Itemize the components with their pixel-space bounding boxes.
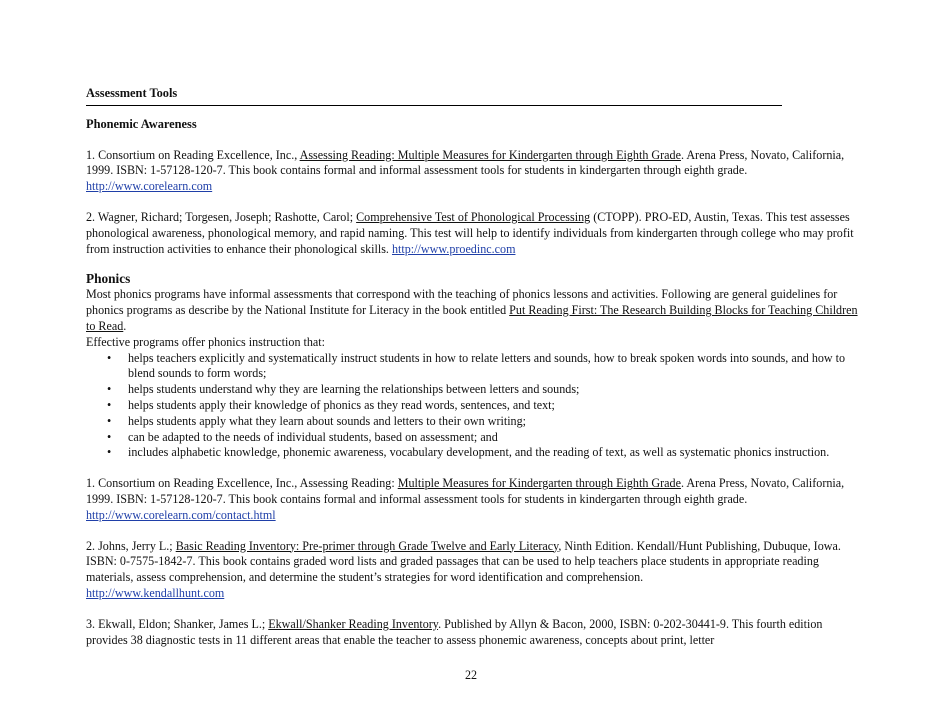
list-item (107, 397, 861, 414)
entry-text: 2. Johns, Jerry L.; (86, 538, 176, 553)
phonics-guidelines-list (86, 351, 861, 462)
entry-text: (CTOPP). PRO-ED, Austin, Texas. This test assesses phonological awareness, phonological memory, and rapid naming. This test will help to identify individuals from kindergarten through college who may profit from instruction activities to enhance their phonological skills. (86, 209, 854, 256)
book-title: Assessing Reading: Multiple Measures for Kindergarten through Eighth Grade (299, 147, 681, 162)
kendallhunt-link[interactable]: http://www.kendallhunt.com (86, 585, 225, 600)
bullet-icon: • (107, 382, 112, 397)
list-item (107, 429, 861, 446)
bullet-icon: • (107, 413, 112, 428)
page-number: 22 (464, 668, 478, 682)
list-item-text: helps students apply their knowledge of phonics as they read words, sentences, and text; (128, 397, 555, 412)
book-title: Put Reading First: The Research Building Blocks for Teaching Children to Read (86, 303, 858, 333)
entry-text: 1. Consortium on Reading Excellence, Inc., Assessing Reading: (86, 476, 398, 491)
list-item-text: helps teachers explicitly and systematically instruct students in how to relate letters and sounds, how to break spoken words into sounds, and how to blend sounds to form words; (128, 350, 846, 381)
book-title: Multiple Measures for Kindergarten through Eighth Grade (397, 476, 681, 491)
proedinc-link[interactable]: http://www.proedinc.com (391, 241, 516, 256)
book-title: Comprehensive Test of Phonological Processing (356, 209, 591, 224)
phonics-entry-1 (86, 476, 861, 523)
bullet-icon: • (107, 350, 112, 365)
phonics-entry-2 (86, 539, 861, 602)
entry-text: . Published by Allyn & Bacon, 2000, ISBN: 0-202-30441-9. This fourth edition provides 38 diagnostic tests in 11 different areas that enable the teacher to assess phonemic awareness, concepts about print, letter (86, 616, 823, 647)
phonics-intro (86, 287, 861, 334)
corelearn-link[interactable]: http://www.corelearn.com (86, 179, 213, 194)
entry-text: . Arena Press, Novato, California, 1999. ISBN: 1-57128-120-7. This book contains formal and informal assessment tools for students in kindergarten through eighth grade. (86, 147, 845, 178)
bullet-icon: • (107, 445, 112, 460)
list-item-text: helps students understand why they are learning the relationships between letters and sounds; (128, 382, 580, 397)
list-item (107, 445, 861, 461)
bullet-icon: • (107, 397, 112, 412)
intro-text: Most phonics programs have informal assessments that correspond with the teaching of phonics lessons and activities. Following are general guidelines for phonics programs as describe by the National Institute for Literacy in the book entitled (86, 287, 838, 318)
list-item (107, 350, 861, 383)
section-heading-phonics: Phonics (86, 271, 131, 287)
phonemic-entry-1 (86, 148, 861, 195)
entry-text: 1. Consortium on Reading Excellence, Inc., (86, 147, 300, 162)
list-item (107, 413, 861, 430)
title-divider (86, 105, 782, 106)
entry-text: 2. Wagner, Richard; Torgesen, Joseph; Rashotte, Carol; (86, 209, 357, 224)
document-page (86, 86, 861, 648)
intro-text: . (123, 318, 127, 333)
entry-text: 3. Ekwall, Eldon; Shanker, James L.; (86, 616, 269, 631)
effective-programs-text: Effective programs offer phonics instruction that: (86, 334, 326, 349)
list-item (107, 382, 861, 398)
section-heading-phonemic-awareness: Phonemic Awareness (86, 116, 197, 131)
corelearn-contact-link[interactable]: http://www.corelearn.com/contact.html (86, 507, 276, 522)
bullet-icon: • (107, 429, 112, 444)
list-item-text: can be adapted to the needs of individual students, based on assessment; and (128, 429, 498, 444)
phonemic-entry-2 (86, 210, 861, 257)
list-item-text: includes alphabetic knowledge, phonemic awareness, vocabulary development, and the reading of text, as well as systematic phonics instruction. (128, 445, 830, 460)
book-title: Ekwall/Shanker Reading Inventory (268, 616, 439, 631)
entry-text: . Arena Press, Novato, California, 1999. ISBN: 1-57128-120-7. This book contains formal and informal assessment tools for students in kindergarten through eighth grade. (86, 476, 845, 506)
entry-text: , Ninth Edition. Kendall/Hunt Publishing, Dubuque, Iowa. ISBN: 0-7575-1842-7. This book contains graded word lists and graded passages that can be used to help teachers place students in appropriate reading materials, assess comprehension, and determine the student’s strategies for word identification and comprehension. (86, 538, 841, 585)
list-item-text: helps students apply what they learn about sounds and letters to their own writing; (128, 413, 527, 428)
page-title: Assessment Tools (86, 86, 178, 100)
book-title: Basic Reading Inventory: Pre-primer through Grade Twelve and Early Literacy (175, 538, 559, 553)
phonics-entry-3 (86, 617, 861, 649)
